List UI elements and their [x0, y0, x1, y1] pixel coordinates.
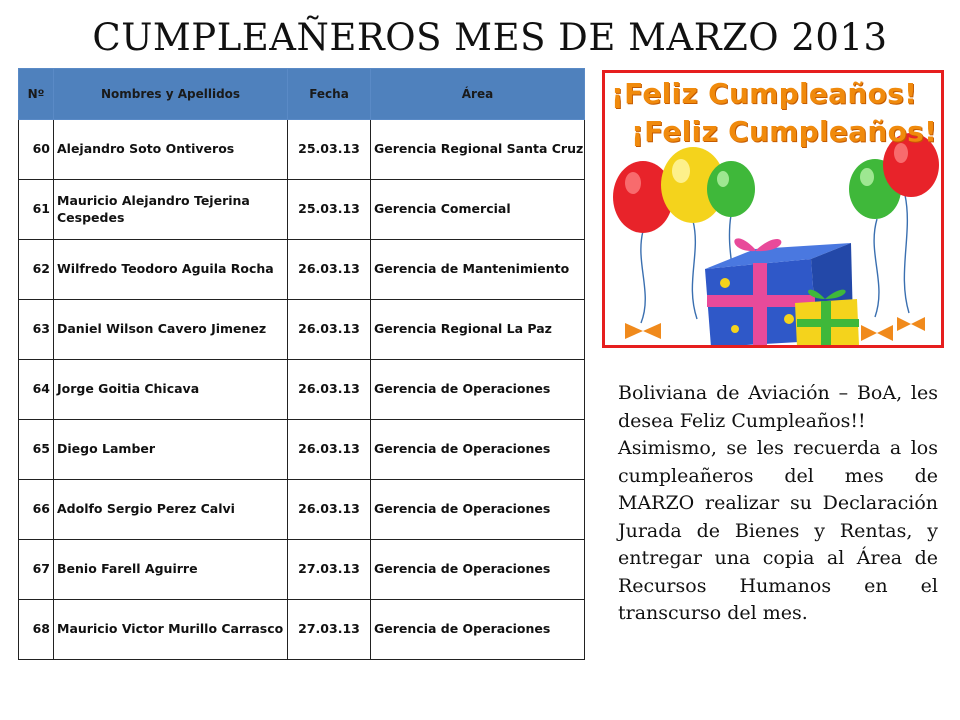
cell-area: Gerencia de Operaciones	[371, 480, 585, 540]
table-row	[19, 300, 585, 360]
message-reminder: Asimismo, se les recuerda a los cumpleañeros del mes de MARZO realizar su Declaración Jurada de Bienes y Rentas, y entregar una copia al Área de Recursos Humanos en el transcurso del mes.	[618, 437, 938, 624]
table-row	[19, 120, 585, 180]
table-row	[19, 420, 585, 480]
cell-date: 26.03.13	[288, 480, 371, 540]
birthday-table	[18, 68, 585, 660]
cell-num: 67	[19, 540, 54, 600]
table-row	[19, 360, 585, 420]
message-greeting: Boliviana de Aviación – BoA, les desea Feliz Cumpleaños!!	[618, 382, 938, 432]
cell-date: 27.03.13	[288, 600, 371, 660]
cell-area: Gerencia de Operaciones	[371, 540, 585, 600]
cell-num: 62	[19, 240, 54, 300]
cell-date: 25.03.13	[288, 180, 371, 240]
cell-num: 63	[19, 300, 54, 360]
cell-name: Daniel Wilson Cavero Jimenez	[54, 300, 288, 360]
cell-date: 26.03.13	[288, 420, 371, 480]
table-row	[19, 600, 585, 660]
header-date: Fecha	[288, 69, 371, 120]
cell-name: Adolfo Sergio Perez Calvi	[54, 480, 288, 540]
cell-date: 27.03.13	[288, 540, 371, 600]
birthday-card-image	[602, 70, 944, 348]
header-num: Nº	[19, 69, 54, 120]
cell-num: 65	[19, 420, 54, 480]
cell-name: Wilfredo Teodoro Aguila Rocha	[54, 240, 288, 300]
table-row	[19, 480, 585, 540]
cell-name: Mauricio Alejandro Tejerina Cespedes	[54, 180, 288, 240]
cell-date: 26.03.13	[288, 240, 371, 300]
cell-area: Gerencia de Operaciones	[371, 600, 585, 660]
header-name: Nombres y Apellidos	[54, 69, 288, 120]
cell-num: 66	[19, 480, 54, 540]
table-row	[19, 540, 585, 600]
header-area: Área	[371, 69, 585, 120]
cell-area: Gerencia Comercial	[371, 180, 585, 240]
table-row	[19, 180, 585, 240]
greeting-text-2: ¡Feliz Cumpleaños!	[631, 115, 938, 148]
balloon-green	[707, 161, 755, 217]
cell-area: Gerencia Regional Santa Cruz	[371, 120, 585, 180]
cell-area: Gerencia de Mantenimiento	[371, 240, 585, 300]
birthday-message	[618, 380, 938, 628]
cell-area: Gerencia de Operaciones	[371, 360, 585, 420]
cell-date: 25.03.13	[288, 120, 371, 180]
cell-num: 64	[19, 360, 54, 420]
cell-num: 61	[19, 180, 54, 240]
cell-name: Alejandro Soto Ontiveros	[54, 120, 288, 180]
cell-num: 60	[19, 120, 54, 180]
table-header-row	[19, 69, 585, 120]
greeting-text-1: ¡Feliz Cumpleaños!	[611, 77, 918, 110]
page-title: CUMPLEAÑEROS MES DE MARZO 2013	[92, 16, 888, 59]
cell-name: Jorge Goitia Chicava	[54, 360, 288, 420]
cell-name: Diego Lamber	[54, 420, 288, 480]
cell-name: Mauricio Victor Murillo Carrasco	[54, 600, 288, 660]
cell-area: Gerencia Regional La Paz	[371, 300, 585, 360]
table-row	[19, 240, 585, 300]
cell-date: 26.03.13	[288, 360, 371, 420]
cell-date: 26.03.13	[288, 300, 371, 360]
cell-name: Benio Farell Aguirre	[54, 540, 288, 600]
cell-num: 68	[19, 600, 54, 660]
cell-area: Gerencia de Operaciones	[371, 420, 585, 480]
